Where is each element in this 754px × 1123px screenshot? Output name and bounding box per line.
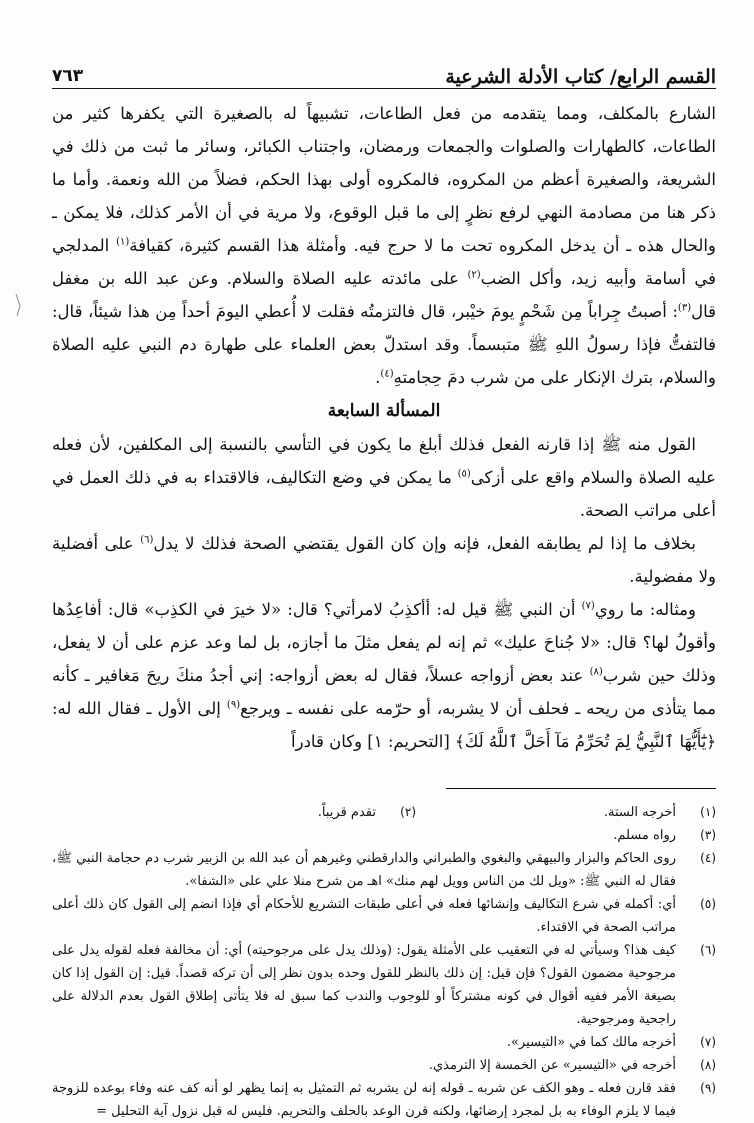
footnote-text: أخرجه في «التيسير» عن الخمسة إلا الترمذي. [428,1058,676,1073]
paragraph-4-text-c: عند بعض أزواجه عسلاً، فقال له بعض أزواجه: إني أجدُ منكَ ريحَ مَغافير ـ كأنه مما يتأذى من ريحه ـ فحلف أن لا يشربه، أو حرّمه على نفسه ـ ويرجع [52,666,716,718]
footnote-ref-4[interactable]: (٤) [380,368,394,380]
paragraph-2-text: القول منه ﷺ إذا قارنه الفعل فذلك أبلغ ما يكون في التأسي بالنسبة إلى المكلفين، لأن فعله عليه الصلاة والسلام واقع على أزكى [52,435,716,487]
paragraph-1-text-c: على مائدته عليه الصلاة والسلام. وعن عبد الله بن مغفل قال [52,269,716,321]
footnote-text: أي: أكمله في شرع التكاليف وإنشائها فعله في أعلى طبقات التشريع للأحكام أي فإذا انضم إلى القول كان ذلك أعلى مراتب الصحة في الاقتداء. [52,897,676,935]
footnote-3 [52,824,716,847]
paragraph-4-text-d: إلى الأول ـ فقال الله له: ﴿يَٰٓأَيُّهَا ٱلنَّبِيُّ لِمَ تُحَرِّمُ مَآ أَحَلَّ ٱللَّهُ لَكَ﴾ [التحريم: ١] وكان قادراً [52,699,716,751]
paragraph-1 [52,97,716,394]
footnote-text: رواه مسلم. [613,828,676,843]
footnote-number: (١) [700,805,716,819]
footnote-2 [318,801,416,824]
header-title: القسم الرابع/ كتاب الأدلة الشرعية [445,66,716,88]
paragraph-2-text-b: ما يمكن في وضع التكاليف، فالاقتداء به في ذلك العمل في أعلى مراتب الصحة. [52,468,716,520]
paragraph-3-text: بخلاف ما إذا لم يطابقه الفعل، فإنه وإن كان القول يقتضي الصحة فذلك لا يدل [153,534,696,553]
page-number: ٧٦٣ [52,66,84,86]
footnote-ref-2[interactable]: (٢) [467,269,481,281]
footnote-8 [52,1054,716,1077]
page [52,54,716,1123]
paragraph-2 [52,428,716,527]
footnote-text: كيف هذا؟ وسيأتي له في التعقيب على الأمثلة يقول: (وذلك يدل على مرجوحيته) أي: أن مخالفة فعله لقوله يدل على مرجوحية مضمون القول؟ فإن قيل: إن ذلك بالنظر للقول وحده بدون نظر إلى أن تركه قصداً. قيل: إن القول إذا كان بصيغة الأمر ففيه أقوال في كونه مشتركاً أو للوجوب والندب كما سبق له فلا يتأتى إطلاق القول بعدم الدلالة على راجحية ومرجوحية. [52,943,676,1027]
footnote-9 [52,1077,716,1123]
main-text [52,97,716,758]
paragraph-4-text-b: أن النبي ﷺ قيل له: أأكذِبُ لامرأتي؟ قال: «لا خيرَ في الكذِب» قال: أفاعِدُها وأقولُ لها؟ قال: «لا جُناحَ عليك» ثم إنه لم يفعل مثلَ ما أجازه، بل لما وعد عزم على أن لا يفعل، وذلك حين شرب [52,600,716,685]
footnote-number: (٦) [700,943,716,957]
footnote-ref-9[interactable]: (٩) [226,699,241,711]
margin-mark [14,290,24,320]
footnote-ref-7[interactable]: (٧) [581,600,595,612]
paragraph-3-text-b: على أفضلية ولا مفضولية. [52,534,716,586]
footnote-7 [52,1031,716,1054]
footnote-text: أخرجه الستة. [603,805,676,820]
paragraph-4-text: ومثاله: ما روي [594,600,696,619]
paragraph-1-text-b: المدلجي في أسامة وأبيه زيد، وأكل الضب [52,236,716,288]
footnote-6 [52,939,716,1031]
footnote-number: (٤) [700,851,716,865]
footnote-4 [52,847,716,893]
footnote-number: (٣) [700,828,716,842]
paragraph-4 [52,593,716,758]
footnote-text: أخرجه مالك كما في «التيسير». [506,1035,676,1050]
footnote-ref-6[interactable]: (٦) [140,534,154,546]
footnote-number: (٩) [700,1081,716,1095]
footnote-ref-8[interactable]: (٨) [589,666,603,678]
section-title: المسألة السابعة [327,401,441,421]
footnote-number: (٧) [700,1035,716,1049]
paragraph-1-text-e: . [375,368,381,387]
footnotes [52,801,716,1123]
footnote-ref-3[interactable]: (٣) [677,302,692,314]
footnote-separator [446,788,716,789]
footnote-5 [52,893,716,939]
footnote-row-1-2 [52,801,716,824]
footnote-ref-5[interactable]: (٥) [457,468,471,480]
footnote-1 [416,801,716,824]
footnote-ref-1[interactable]: (١) [116,236,130,248]
footnote-number: (٥) [700,897,716,911]
footnote-text: تقدم قريباً. [317,805,376,820]
footnote-text: روى الحاكم والبزار والبيهقي والبغوي والطبراني والدارقطني وغيرهم أن عبد الله بن الزبير شرب دم حجامة النبي ﷺ، فقال له النبي ﷺ: «ويل لك من الناس وويل لهم منك» اهـ من شرح منلا علي على «الشفا». [52,851,676,889]
footnote-text: فقد قارن فعله ـ وهو الكف عن شربه ـ قوله إنه لن يشربه ثم التمثيل به إنما يظهر لو أنه كف عنه وفاء بوعده للزوجة فيما لا يلزم الوفاء به بل لمجرد إرضائها، ولكنه قرن الوعد بالحلف والتحريم. فليس له قبل نزول آية التحليل = [52,1081,676,1119]
running-header [52,54,716,89]
footnote-number: (٨) [700,1058,716,1072]
paragraph-3 [52,527,716,593]
paragraph-1-text: الشارع بالمكلف، ومما يتقدمه من فعل الطاعات، تشبيهاً له بالصغيرة التي يكفرها كثير من الطاعات، كالطهارات والصلوات والجمعات ورمضان، واجتناب الكبائر، وسائر ما ثبت من ذلك في الشريعة، والصغيرة أعظم من المكروه، فالمكروه أولى بهذا الحكم، فضلاً من الله ونعمة. وأما ما ذكر هنا من مصادمة النهي لرفع نظرٍ إلى ما قبل الوقوع، ولا مرية في أن الأمر كذلك، فلا يمكن ـ والحال هذه ـ أن يدخل المكروه تحت ما لا حرج فيه. وأمثلة هذا القسم كثيرة، كقيافة [52,104,716,255]
footnote-number: (٢) [400,805,416,819]
paragraph-1-text-d: : أصبتُ جِراباً مِن شَحْمٍ يومَ خيْبر، قال فالتزمتُه فقلت لا أُعطي اليومَ أحداً مِن هذا شيئاً، قال: فالتفتُّ فإذا رسولُ اللهِ ﷺ متبسماً. وقد استدلّ بعض العلماء على طهارة دم النبي عليه الصلاة والسلام، بترك الإنكار على من شرب دمَ حِجامتهِ [52,302,716,387]
